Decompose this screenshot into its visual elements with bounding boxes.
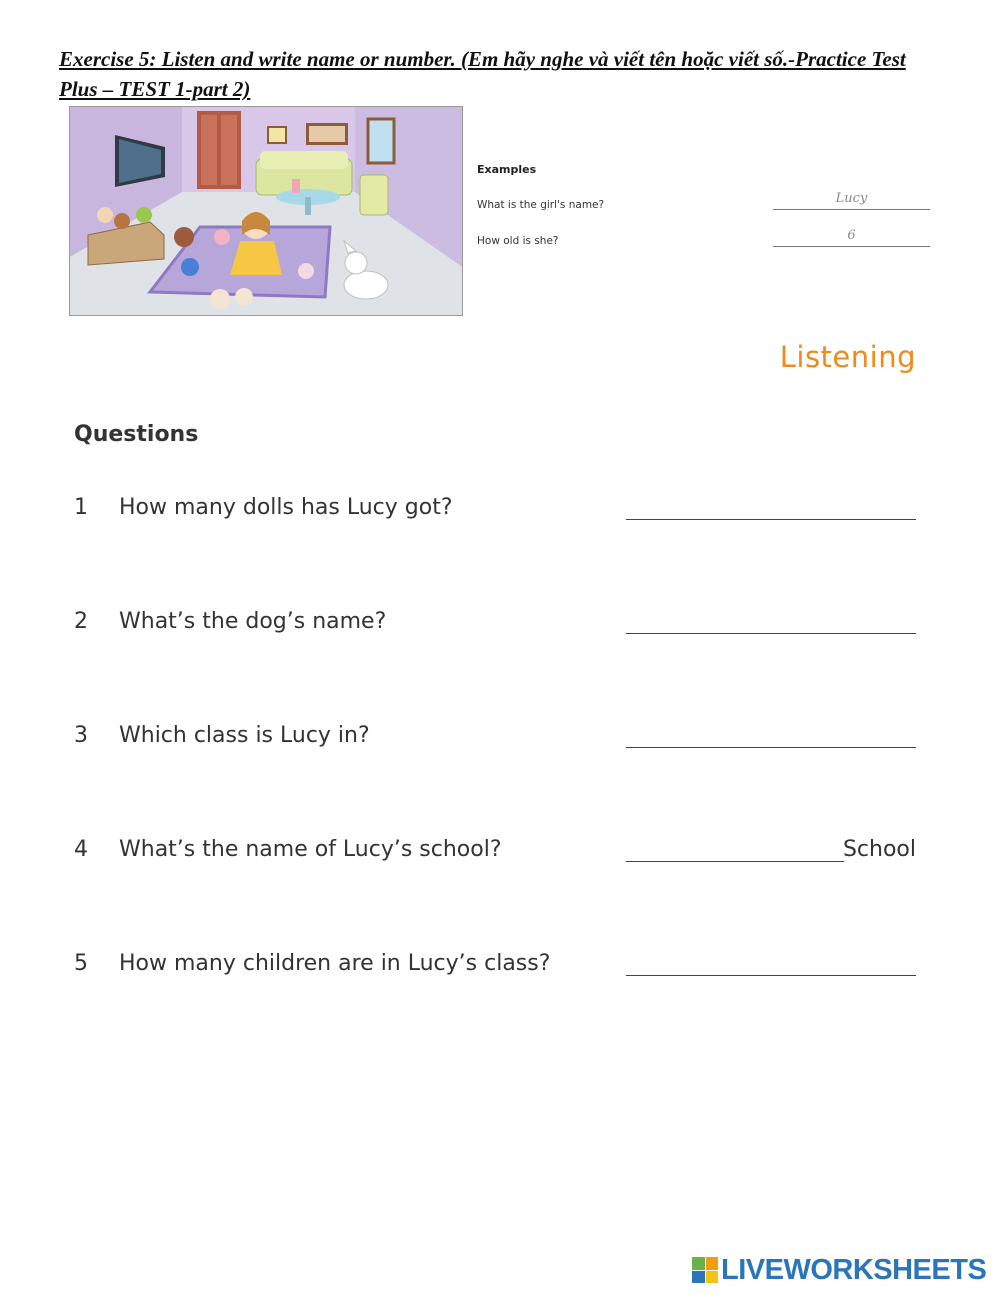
question-text: Which class is Lucy in? [119, 723, 370, 748]
exercise-title: Exercise 5: Listen and write name or number. (Em hãy nghe và viết tên hoặc viết số.-Practice Test Plus – TEST 1-part 2) [59, 47, 906, 101]
logo-mark-icon [692, 1257, 718, 1283]
question-number: 5 [74, 951, 88, 976]
answer-field[interactable] [626, 975, 916, 976]
answer-field[interactable] [626, 747, 916, 748]
room-illustration [69, 106, 463, 316]
question-text: How many dolls has Lucy got? [119, 495, 453, 520]
answer-field[interactable] [626, 861, 844, 862]
question-number: 4 [74, 837, 88, 862]
question-number: 1 [74, 495, 88, 520]
example-answer: Lucy [773, 191, 930, 210]
questions-heading: Questions [74, 422, 199, 447]
section-label: Listening [779, 340, 916, 374]
answer-field[interactable] [626, 519, 916, 520]
question-row [74, 495, 916, 535]
liveworksheets-logo[interactable] [692, 1255, 986, 1285]
question-row [74, 837, 916, 877]
question-text: What’s the name of Lucy’s school? [119, 837, 502, 862]
answer-suffix: School [842, 837, 916, 862]
question-text: How many children are in Lucy’s class? [119, 951, 551, 976]
example-question: How old is she? [477, 235, 559, 247]
question-row [74, 951, 916, 991]
question-row [74, 723, 916, 763]
example-answer: 6 [773, 228, 930, 247]
example-question: What is the girl's name? [477, 199, 605, 211]
question-number: 2 [74, 609, 88, 634]
question-row [74, 609, 916, 649]
examples-heading: Examples [477, 163, 537, 176]
question-text: What’s the dog’s name? [119, 609, 387, 634]
answer-field[interactable] [626, 633, 916, 634]
brand-name: LIVEWORKSHEETS [721, 1254, 987, 1286]
question-number: 3 [74, 723, 88, 748]
